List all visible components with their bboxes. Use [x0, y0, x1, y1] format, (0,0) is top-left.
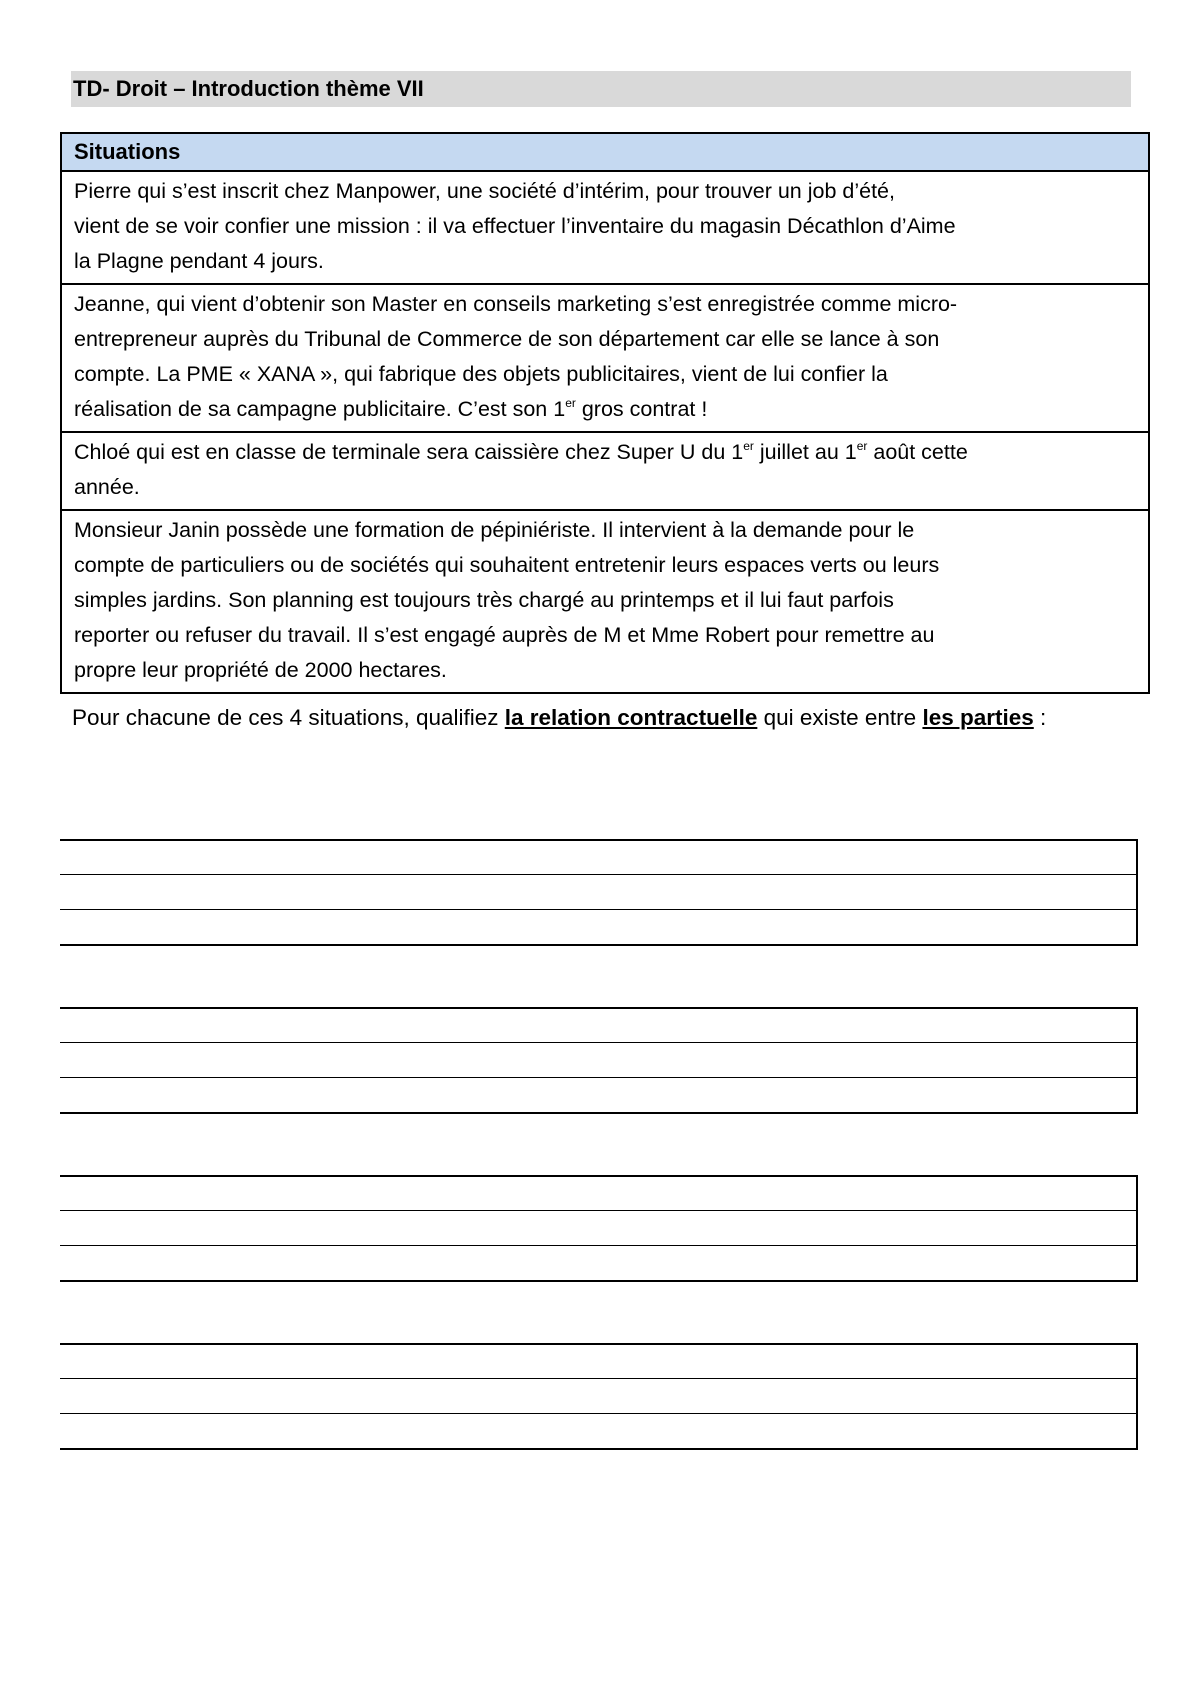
- situation-row-4: [62, 511, 1148, 692]
- page-title: TD- Droit – Introduction thème VII: [71, 71, 1131, 107]
- situations-table: [60, 132, 1150, 694]
- situation-3-line-1: [74, 435, 1138, 470]
- instruction-part-3: :: [1033, 705, 1047, 730]
- answer-lines-block-2[interactable]: [60, 1007, 1138, 1114]
- situation-2-line-4-end: gros contrat !: [575, 397, 708, 421]
- situation-1-line-3: la Plagne pendant 4 jours.: [74, 249, 324, 273]
- instruction-emphasis-parties: les parties: [922, 705, 1034, 730]
- instruction-part-2: qui existe entre: [757, 705, 923, 730]
- situations-header: Situations: [62, 134, 1148, 172]
- situation-3-line-2: année.: [74, 475, 140, 499]
- situation-row-1: [62, 172, 1148, 285]
- situation-4-line-3: simples jardins. Son planning est toujours très chargé au printemps et il lui faut parfois: [74, 588, 894, 612]
- answer-line[interactable]: [60, 1343, 1136, 1378]
- situation-1-line-1: Pierre qui s’est inscrit chez Manpower, une société d’intérim, pour trouver un job d’été,: [74, 179, 895, 203]
- instruction-text: [72, 697, 1092, 739]
- instruction-emphasis-relation: la relation contractuelle: [504, 705, 758, 730]
- situation-3-text-a: Chloé qui est en classe de terminale sera caissière chez Super U du 1: [74, 440, 744, 464]
- superscript-er: er: [743, 439, 754, 453]
- situation-1-line-2: vient de se voir confier une mission : il va effectuer l’inventaire du magasin Décathlon d’Aime: [74, 214, 956, 238]
- situation-2-line-4: [74, 392, 1138, 427]
- situation-row-3: [62, 433, 1148, 511]
- answer-line[interactable]: [60, 839, 1136, 874]
- situation-2-line-4-text: réalisation de sa campagne publicitaire. C’est son 1: [74, 397, 566, 421]
- answer-line[interactable]: [60, 1077, 1136, 1112]
- answer-line-bottom: [60, 1448, 1136, 1450]
- answer-lines-block-1[interactable]: [60, 839, 1138, 946]
- answer-line[interactable]: [60, 1210, 1136, 1245]
- answer-line[interactable]: [60, 1175, 1136, 1210]
- answer-line[interactable]: [60, 874, 1136, 909]
- situation-4-line-4: reporter ou refuser du travail. Il s’est engagé auprès de M et Mme Robert pour remettre au: [74, 623, 935, 647]
- answer-line[interactable]: [60, 1378, 1136, 1413]
- situation-2-line-2: entrepreneur auprès du Tribunal de Commerce de son département car elle se lance à son: [74, 327, 940, 351]
- situation-4-line-1: Monsieur Janin possède une formation de pépiniériste. Il intervient à la demande pour le: [74, 518, 915, 542]
- situation-3-text-c: août cette: [867, 440, 968, 464]
- situation-2-line-3: compte. La PME « XANA », qui fabrique des objets publicitaires, vient de lui confier la: [74, 362, 888, 386]
- superscript-er: er: [565, 396, 576, 410]
- instruction-part-1: Pour chacune de ces 4 situations, qualifiez: [72, 705, 505, 730]
- answer-lines-block-3[interactable]: [60, 1175, 1138, 1282]
- answer-line[interactable]: [60, 1413, 1136, 1448]
- situation-4-line-5: propre leur propriété de 2000 hectares.: [74, 658, 447, 682]
- answer-line-bottom: [60, 944, 1136, 946]
- superscript-er: er: [856, 439, 868, 453]
- answer-line[interactable]: [60, 1245, 1136, 1280]
- answer-line-bottom: [60, 1280, 1136, 1282]
- answer-line[interactable]: [60, 909, 1136, 944]
- situation-3-text-b: juillet au 1: [753, 440, 857, 464]
- answer-line[interactable]: [60, 1042, 1136, 1077]
- situation-4-line-2: compte de particuliers ou de sociétés qui souhaitent entretenir leurs espaces verts ou leurs: [74, 553, 940, 577]
- answer-line-bottom: [60, 1112, 1136, 1114]
- situation-row-2: [62, 285, 1148, 433]
- answer-line[interactable]: [60, 1007, 1136, 1042]
- situation-2-line-1: Jeanne, qui vient d’obtenir son Master en conseils marketing s’est enregistrée comme micro-: [74, 292, 958, 316]
- answer-lines-block-4[interactable]: [60, 1343, 1138, 1450]
